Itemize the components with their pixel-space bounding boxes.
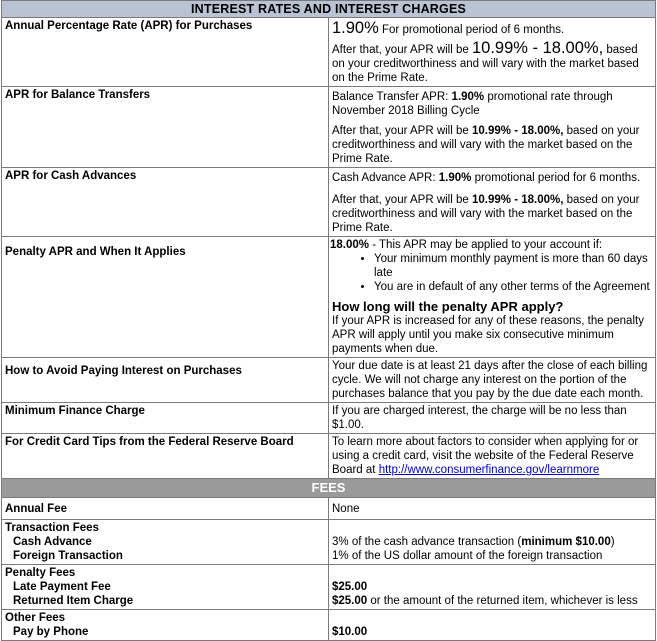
- returned-item-fee-value: [332, 594, 652, 608]
- apr-balance-line1-pre: Balance Transfer APR:: [332, 91, 449, 103]
- penalty-apr-value: [329, 237, 656, 358]
- apr-purchases-row: [2, 18, 656, 87]
- apr-cash-value: [329, 168, 656, 237]
- avoid-interest-label: How to Avoid Paying Interest on Purchases: [2, 358, 329, 403]
- penalty-apr-row: [2, 237, 656, 358]
- avoid-interest-value: Your due date is at least 21 days after the close of each billing cycle. We will not charge any interest on the portion of the purchases balance that you pay by the due date each month.: [329, 358, 656, 403]
- apr-balance-line1-post: promotional rate through November 2018 Billing Cycle: [332, 91, 613, 117]
- apr-purchases-after-post: based on your creditworthiness and will vary with the market based on the Prime Rate.: [332, 44, 639, 84]
- returned-item-fee-note: or the amount of the returned item, whichever is less: [370, 595, 638, 607]
- transaction-fees-label-cell: [2, 520, 329, 565]
- min-charge-row: [2, 403, 656, 434]
- penalty-fees-value-cell: [329, 565, 656, 610]
- penalty-apr-label: Penalty APR and When It Applies: [2, 237, 329, 358]
- tips-label: For Credit Card Tips from the Federal Reserve Board: [2, 434, 329, 479]
- pay-by-phone-label: Pay by Phone: [13, 626, 89, 638]
- min-charge-value: If you are charged interest, the charge will be no less than $1.00.: [329, 403, 656, 434]
- rates-section-header: INTEREST RATES AND INTEREST CHARGES: [2, 1, 656, 18]
- fees-section-header: FEES: [2, 479, 656, 498]
- annual-fee-row: [2, 498, 656, 520]
- cash-advance-fee-value: [332, 535, 652, 549]
- annual-fee-label: Annual Fee: [2, 498, 329, 520]
- cash-advance-fee-post: ): [610, 536, 615, 548]
- apr-cash-after-pre: After that, your APR will be: [332, 194, 469, 206]
- avoid-interest-row: [2, 358, 656, 403]
- apr-balance-rate: 1.90%: [451, 91, 485, 103]
- learnmore-link[interactable]: http://www.consumerfinance.gov/learnmore: [378, 464, 600, 476]
- tips-value: [329, 434, 656, 479]
- annual-fee-value: None: [329, 498, 656, 520]
- other-fees-label-cell: [2, 610, 329, 641]
- apr-balance-label: APR for Balance Transfers: [2, 87, 329, 168]
- transaction-fees-row: [2, 520, 656, 565]
- transaction-fees-value-cell: [329, 520, 656, 565]
- apr-purchases-rate: 1.90%: [332, 19, 379, 37]
- penalty-condition-item: • Your minimum monthly payment is more than 60 days late: [374, 252, 652, 280]
- apr-cash-line1-post: promotional period for 6 months.: [474, 172, 641, 184]
- apr-purchases-after-pre: After that, your APR will be: [332, 44, 469, 56]
- tips-row: [2, 434, 656, 479]
- apr-balance-after-post: based on your creditworthiness and will vary with the market based on the Prime Rate.: [332, 125, 640, 165]
- cash-advance-fee-min: minimum $10.00: [521, 536, 611, 548]
- apr-balance-row: [2, 87, 656, 168]
- tips-text: To learn more about factors to consider when applying for or using a credit card, visit the website of the Federal Reserve Board at: [332, 436, 639, 476]
- foreign-transaction-fee-value: 1% of the US dollar amount of the foreign transaction: [332, 550, 603, 562]
- apr-purchases-after-rate: 10.99% - 18.00%,: [472, 39, 604, 57]
- penalty-condition-item: • You are in default of any other terms of the Agreement: [374, 280, 652, 294]
- apr-cash-after-post: based on your creditworthiness and will vary with the market based on the Prime Rate.: [332, 194, 640, 234]
- returned-item-fee-amount: $25.00: [332, 595, 368, 607]
- cash-advance-fee-label: Cash Advance: [13, 536, 92, 548]
- returned-item-fee-label: Returned Item Charge: [13, 595, 134, 607]
- late-payment-fee-label: Late Payment Fee: [13, 581, 111, 593]
- penalty-apr-rate: 18.00%: [330, 239, 370, 251]
- apr-balance-value: [329, 87, 656, 168]
- penalty-fees-label-cell: [2, 565, 329, 610]
- pay-by-phone-value: $10.00: [332, 626, 368, 638]
- other-fees-row: [2, 610, 656, 641]
- apr-cash-label: APR for Cash Advances: [2, 168, 329, 237]
- apr-cash-line1-pre: Cash Advance APR:: [332, 172, 436, 184]
- apr-purchases-label: Annual Percentage Rate (APR) for Purchases: [2, 18, 329, 87]
- late-payment-fee-value: $25.00: [332, 581, 368, 593]
- other-fees-label: Other Fees: [5, 612, 66, 624]
- apr-cash-after-rate: 10.99% - 18.00%,: [472, 194, 564, 206]
- disclosure-table: [1, 0, 656, 641]
- transaction-fees-label: Transaction Fees: [5, 522, 99, 534]
- apr-purchases-value: [329, 18, 656, 87]
- apr-cash-rate: 1.90%: [438, 172, 472, 184]
- penalty-fees-row: [2, 565, 656, 610]
- penalty-question: How long will the penalty APR apply?: [332, 299, 564, 314]
- apr-purchases-promo: For promotional period of 6 months.: [382, 24, 565, 36]
- penalty-apr-intro: - This APR may be applied to your account if:: [372, 239, 603, 251]
- apr-balance-after-rate: 10.99% - 18.00%,: [472, 125, 564, 137]
- apr-cash-row: [2, 168, 656, 237]
- penalty-conditions-list: [330, 252, 652, 294]
- min-charge-label: Minimum Finance Charge: [2, 403, 329, 434]
- penalty-fees-label: Penalty Fees: [5, 567, 76, 579]
- apr-balance-after-pre: After that, your APR will be: [332, 125, 469, 137]
- other-fees-value-cell: [329, 610, 656, 641]
- penalty-answer: If your APR is increased for any of these reasons, the penalty APR will apply until you make six consecutive minimum payments when due.: [332, 315, 644, 355]
- foreign-transaction-fee-label: Foreign Transaction: [13, 550, 123, 562]
- cash-advance-fee-pre: 3% of the cash advance transaction (: [332, 536, 522, 548]
